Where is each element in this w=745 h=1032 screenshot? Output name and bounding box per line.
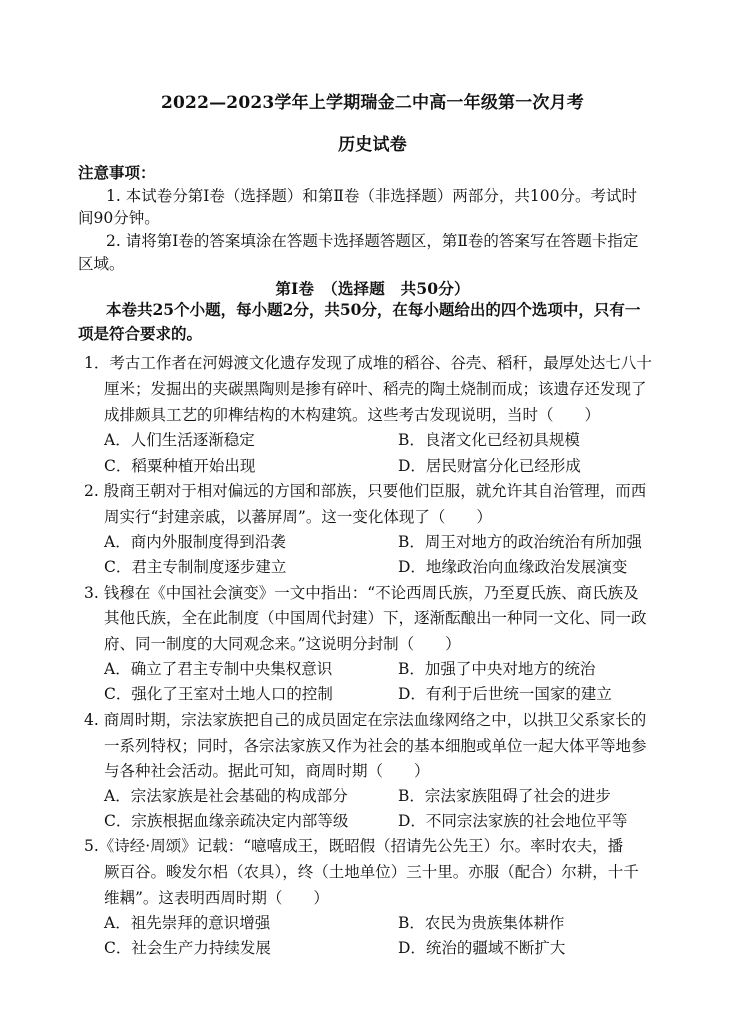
option-d[interactable]: D．居民财富分化已经形成 — [398, 457, 581, 475]
question-stem: 2. 殷商王朝对于相对偏远的方国和部族，只要他们臣服，就允许其自治管理，而西 — [84, 482, 647, 500]
question-stem: 周实行“封建亲戚，以蕃屏周”。这一变化体现了（ ） — [104, 508, 492, 526]
option-a[interactable]: A．确立了君主专制中央集权意识 — [104, 660, 333, 678]
option-a[interactable]: A．人们生活逐渐稳定 — [104, 431, 255, 449]
question-stem: 4. 商周时期，宗法家族把自己的成员固定在宗法血缘网络之中，以拱卫父系家长的 — [84, 711, 647, 729]
option-c[interactable]: C．强化了王室对土地人口的控制 — [104, 685, 333, 703]
option-d[interactable]: D．不同宗法家族的社会地位平等 — [398, 812, 628, 830]
question-stem: 成排颇具工艺的卯榫结构的木构建筑。这些考古发现说明，当时（ ） — [104, 406, 601, 424]
notice-line: 间90分钟。 — [78, 209, 160, 227]
question-stem: 与各种社会活动。据此可知，商周时期（ ） — [104, 762, 430, 780]
option-a[interactable]: A．祖先崇拜的意识增强 — [104, 914, 271, 932]
option-d[interactable]: D．统治的疆域不断扩大 — [398, 939, 566, 957]
option-c[interactable]: C．社会生产力持续发展 — [104, 939, 271, 957]
exam-title: 2022—2023学年上学期瑞金二中高一年级第一次月考 — [160, 93, 585, 113]
option-c[interactable]: C．稻粟种植开始出现 — [104, 457, 256, 475]
option-a[interactable]: A．商内外服制度得到沿袭 — [104, 533, 286, 551]
option-b[interactable]: B．周王对地方的政治统治有所加强 — [398, 533, 642, 551]
option-d[interactable]: D．有利于后世统一国家的建立 — [398, 685, 612, 703]
option-c[interactable]: C．宗族根据血缘亲疏决定内部等级 — [104, 812, 349, 830]
question-stem: 厘米；发掘出的夹碳黑陶则是掺有碎叶、稻壳的陶土烧制而成；该遗存还发现了 — [104, 380, 647, 398]
question-stem: 5.《诗经·周颂》记载：“噫嘻成王，既昭假（招请先公先王）尔。率时农夫，播 — [84, 837, 624, 855]
notice-line: 1. 本试卷分第Ⅰ卷（选择题）和第Ⅱ卷（非选择题）两部分，共100分。考试时 — [106, 187, 637, 205]
question-stem: 3. 钱穆在《中国社会演变》一文中指出：“不论西周氏族，乃至夏氏族、商氏族及 — [84, 584, 639, 602]
question-stem: 1．考古工作者在河姆渡文化遗存发现了成堆的稻谷、谷壳、稻秆，最厚处达七八十 — [84, 354, 652, 372]
section-title: 第Ⅰ卷 （选择题 共50分） — [275, 279, 470, 298]
question-stem: 一系列特权；同时，各宗法家族又作为社会的基本细胞或单位一起大体平等地参 — [104, 737, 647, 755]
option-b[interactable]: B．宗法家族阻碍了社会的进步 — [398, 787, 611, 805]
section-intro: 项是符合要求的。 — [78, 324, 203, 343]
notice-line: 2. 请将第Ⅰ卷的答案填涂在答题卡选择题答题区，第Ⅱ卷的答案写在答题卡指定 — [106, 232, 639, 250]
question-stem: 其他氏族，全在此制度（中国周代封建）下，逐渐酝酿出一种同一文化、同一政 — [104, 609, 647, 627]
option-b[interactable]: B．农民为贵族集体耕作 — [398, 914, 565, 932]
option-c[interactable]: C．君主专制制度逐步建立 — [104, 558, 287, 576]
option-a[interactable]: A．宗法家族是社会基础的构成部分 — [104, 787, 348, 805]
option-b[interactable]: B．良渚文化已经初具规模 — [398, 431, 580, 449]
option-b[interactable]: B．加强了中央对地方的统治 — [398, 660, 596, 678]
notice-line: 区域。 — [78, 255, 125, 273]
notice-heading: 注意事项： — [78, 163, 156, 182]
question-stem: 维耦”。这表明西周时期（ ） — [104, 889, 329, 907]
question-stem: 府、同一制度的大同观念来。”这说明分封制（ ） — [104, 635, 461, 653]
question-stem: 厥百谷。畯发尔梠（农具），终（土地单位）三十里。亦服（配合）尔耕，十千 — [104, 863, 639, 881]
exam-subtitle: 历史试卷 — [338, 135, 407, 155]
option-d[interactable]: D．地缘政治向血缘政治发展演变 — [398, 558, 628, 576]
section-intro: 本卷共25个小题，每小题2分，共50分，在每小题给出的四个选项中，只有一 — [106, 300, 641, 319]
